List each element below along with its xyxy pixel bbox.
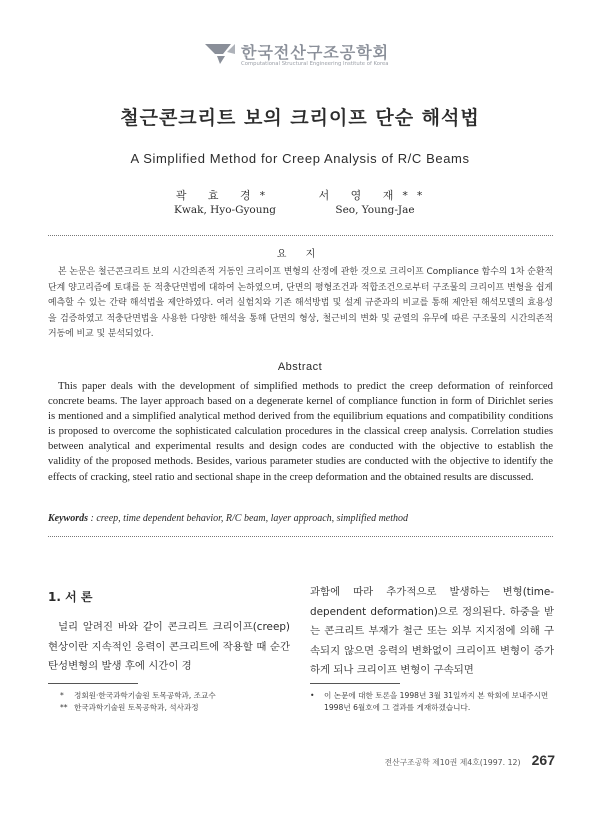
- keywords-label: Keywords: [48, 513, 88, 524]
- author-1-name-korean: 곽 효 경*: [175, 189, 275, 202]
- body-text-left-column: 널리 알려진 바와 같이 콘크리트 크리이프(creep) 현상이란 지속적인 응력이 콘크리트에 작용할 때 순간 탄성변형의 발생 후에 시간이 경: [48, 621, 290, 672]
- journal-header-logo: [203, 40, 423, 76]
- footnote-rule-right: [310, 683, 400, 684]
- author-2: [300, 187, 450, 216]
- footnote-text: 정회원·한국과학기술원 토목공학과, 조교수: [74, 691, 216, 700]
- body-text-right-column: 과함에 따라 추가적으로 발생하는 변형(time-dependent deformation)으로 정의된다. 하중을 받는 콘크리트 부재가 철근 또는 외부 지지점에 의해 구속되지 않으면 응력의 변화없이 크리이프 변형이 증가하게 되나 크리이프 변형이 구속되면: [310, 586, 554, 676]
- paper-title-english: A Simplified Method for Creep Analysis of R/C Beams: [130, 151, 470, 166]
- footnote-item: [60, 702, 290, 714]
- footnote-mark: •: [310, 691, 315, 700]
- section-heading-introduction: 1. 서 론: [48, 590, 93, 604]
- author-1: [150, 187, 300, 216]
- abstract-korean-heading: 요 지: [276, 249, 324, 260]
- abstract-korean-text: 본 논문은 철근콘크리트 보의 시간의존적 거동인 크리이프 변형의 산정에 관한 것으로 크리이프 Compliance 함수의 1차 순환적 단계 양고리즘에 토대를 둔 적충단면법에 대하여 논하였으며, 단면의 평형조건과 적합조건으로부터 구조물의 크리이프 변형을 쉽게 예측할 수 있는 간략 해석법을 제안하였다. 여러 실험치와 기존 해석방법 및 설계 규준과의 비교를 통해 제안된 해석모델의 효용성을 검증하였고 적충단면법을 사용한 다양한 해석을 통해 단면의 형상, 철근비의 변화 및 균열의 유무에 따른 구조물의 시간의존적 거동에 비교 및 분석되었다.: [48, 267, 553, 339]
- footnote-item: [60, 690, 290, 702]
- author-2-name-english: Seo, Young-Jae: [335, 204, 415, 216]
- paper-title-korean: 철근콘크리트 보의 크리이프 단순 해석법: [120, 107, 480, 129]
- footnote-item: [310, 690, 554, 714]
- org-name-english: Computational Structural Engineering Institute of Korea: [241, 61, 389, 67]
- dotted-divider-bottom: [48, 536, 553, 537]
- org-name-korean: 한국전산구조공학회: [241, 43, 390, 62]
- page-number: 267: [531, 752, 555, 768]
- csei-logo-icon: [203, 42, 237, 66]
- page-footer: [300, 750, 555, 769]
- author-footnotes: [60, 690, 290, 714]
- journal-citation: 전산구조공학 제10권 제4호(1997. 12): [384, 758, 521, 767]
- keywords-text: : creep, time dependent behavior, R/C beam, layer approach, simplified method: [90, 513, 409, 524]
- footnote-mark: **: [60, 703, 68, 712]
- author-2-name-korean: 서 영 재**: [318, 189, 432, 202]
- abstract-english-text: This paper deals with the development of simplified methods to predict the creep deformation of reinforced concrete beams. The layer approach based on a degenerate kernel of compliance function in form of Dirichlet series is mentioned and a simplified analytical method derived from the equilibrium equations and compatibility conditions is proposed to overcome the sophisticated calculation procedures in the classical creep analysis. Correlation studies between analytical and experimental results and design codes are conducted with the objective to establish the validity of the proposed methods. Besides, various parameter studies are conducted with the objective to identify the effects of cracking, steel ratio and sectional shape in the creep deformation and the obtained results are discussed.: [48, 380, 553, 483]
- footnote-text: 한국과학기술원 토목공학과, 석사과정: [74, 703, 199, 712]
- discussion-footnote: [310, 690, 554, 714]
- abstract-english-heading: Abstract: [277, 361, 323, 373]
- footnote-mark: *: [60, 691, 64, 700]
- dotted-divider-top: [48, 235, 553, 236]
- footnote-rule-left: [48, 683, 138, 684]
- footnote-text: 이 논문에 대한 토론을 1998년 3월 31일까지 본 학회에 보내주시면 1998년 6월호에 그 결과를 게재하겠습니다.: [324, 691, 549, 712]
- author-1-name-english: Kwak, Hyo-Gyoung: [174, 204, 276, 216]
- keywords: [48, 513, 553, 524]
